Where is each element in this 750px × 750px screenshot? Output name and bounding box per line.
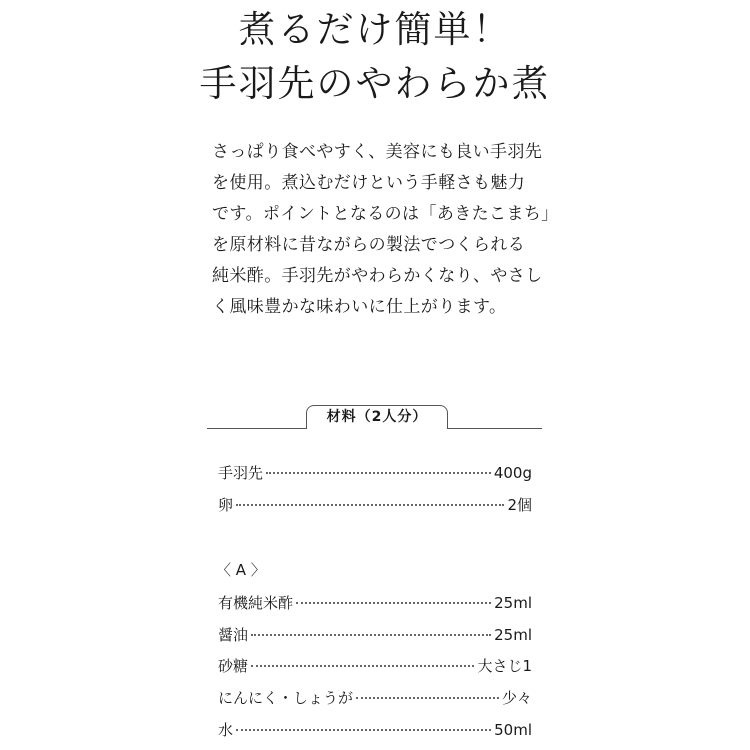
intro-line: さっぱり食べやすく、美容にも良い手羽先 xyxy=(212,142,543,162)
leader-dots xyxy=(236,504,504,506)
ingredient-row xyxy=(218,593,532,613)
leader-dots xyxy=(266,472,491,474)
ingredient-amount: 50ml xyxy=(494,721,532,739)
ingredient-group-label: 〈 A 〉 xyxy=(216,561,266,579)
ingredient-name: 砂糖 xyxy=(218,657,249,675)
section-divider-left xyxy=(207,428,306,429)
leader-dots xyxy=(251,634,491,636)
ingredient-amount: 2個 xyxy=(507,496,532,514)
intro-line: を原材料に昔ながらの製法でつくられる xyxy=(212,235,526,255)
intro-line: です。ポイントとなるのは「あきたこまち」 xyxy=(212,204,559,224)
leader-dots xyxy=(236,729,491,731)
ingredient-amount: 大さじ1 xyxy=(477,657,532,675)
ingredient-row xyxy=(218,688,532,708)
ingredient-name: 醤油 xyxy=(218,626,249,644)
ingredient-name: 有機純米酢 xyxy=(218,594,294,612)
ingredient-name: 水 xyxy=(218,721,234,739)
ingredient-name: にんにく・しょうが xyxy=(218,689,354,707)
ingredients-heading: 材料（2人分） xyxy=(306,405,448,429)
recipe-intro xyxy=(212,137,559,323)
ingredient-row xyxy=(218,495,532,515)
ingredient-amount: 400g xyxy=(493,464,532,482)
leader-dots xyxy=(296,602,491,604)
ingredient-amount: 25ml xyxy=(494,626,532,644)
leader-dots xyxy=(251,665,474,667)
recipe-title-line-2: 手羽先のやわらか煮 xyxy=(199,62,551,105)
ingredient-row xyxy=(218,720,532,740)
ingredient-name: 手羽先 xyxy=(218,464,264,482)
ingredient-name: 卵 xyxy=(218,496,234,514)
ingredient-row xyxy=(218,625,532,645)
ingredient-amount: 25ml xyxy=(494,594,532,612)
recipe-title-line-1: 煮るだけ簡単！ xyxy=(238,8,512,51)
ingredient-row xyxy=(218,656,532,676)
ingredient-row xyxy=(218,463,532,483)
intro-line: を使用。煮込むだけという手軽さも魅力 xyxy=(212,173,526,193)
leader-dots xyxy=(356,697,499,699)
section-divider-right xyxy=(446,428,542,429)
intro-line: く風味豊かな味わいに仕上がります。 xyxy=(212,297,507,317)
ingredient-amount: 少々 xyxy=(501,689,532,707)
intro-line: 純米酢。手羽先がやわらかくなり、やさし xyxy=(212,266,543,286)
